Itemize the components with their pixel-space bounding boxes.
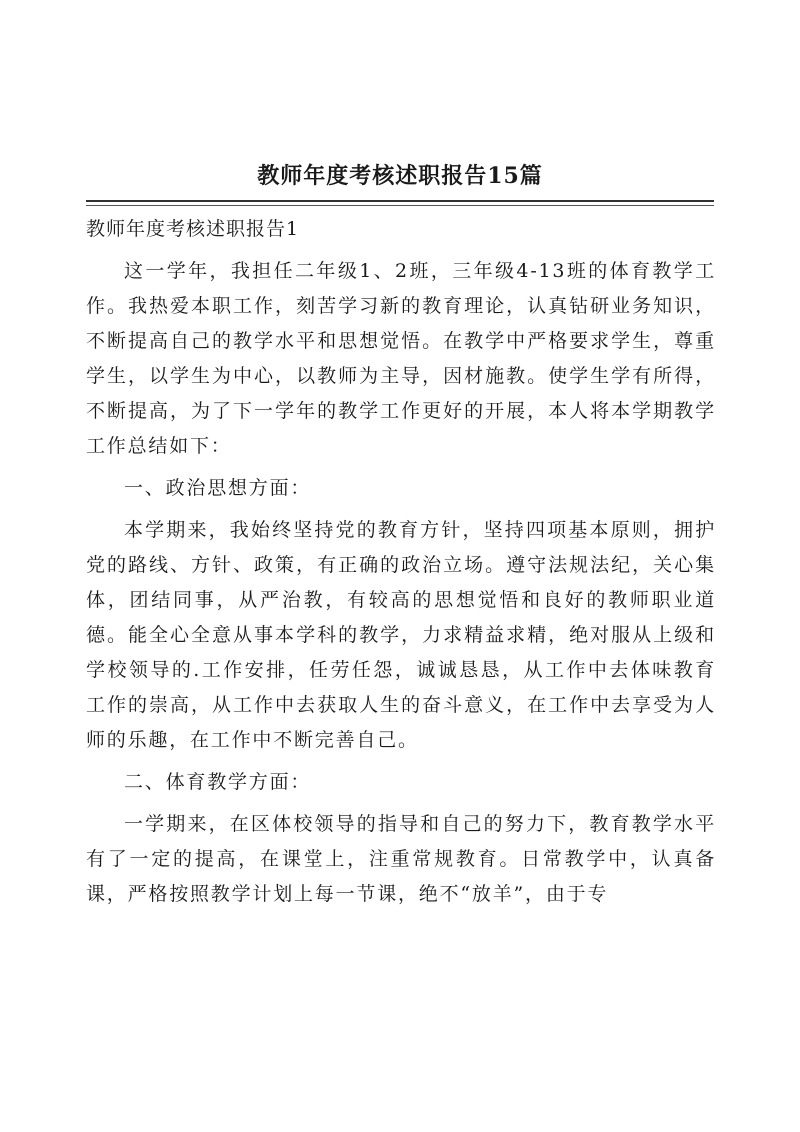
intro-paragraph: 这一学年，我担任二年级1、2班，三年级4-13班的体育教学工作。我热爱本职工作，刻苦学习新的教育理论，认真钻研业务知识，不断提高自己的教学水平和思想觉悟。在教学中严格要求学生，尊重学生，以学生为中心，以教师为主导，因材施教。使学生学有所得，不断提高，为了下一学年的教学工作更好的开展，本人将本学期教学工作总结如下： xyxy=(86,260,716,457)
section-heading-politics: 一、政治思想方面： xyxy=(124,477,312,499)
document-body xyxy=(86,212,716,912)
title-divider-thin xyxy=(86,205,714,206)
document-title: 教师年度考核述职报告15篇 xyxy=(257,163,543,189)
section-body-politics: 本学期来，我始终坚持党的教育方针，坚持四项基本原则，拥护党的路线、方针、政策，有正确的政治立场。遵守法规法纪，关心集体，团结同事，从严治教，有较高的思想觉悟和良好的教师职业道德。能全心全意从事本学科的教学，力求精益求精，绝对服从上级和学校领导的.工作安排，任劳任怨，诚诚恳恳，从工作中去体味教育工作的崇高，从工作中去获取人生的奋斗意义，在工作中去享受为人师的乐趣，在工作中不断完善自己。 xyxy=(86,519,716,751)
section-body-teaching: 一学期来，在区体校领导的指导和自己的努力下，教育教学水平有了一定的提高，在课堂上，注重常规教育。日常教学中，认真备课，严格按照教学计划上每一节课，绝不“放羊”，由于专 xyxy=(86,813,716,905)
section-heading-teaching: 二、体育教学方面： xyxy=(124,771,312,793)
title-divider-thick xyxy=(86,200,714,202)
report-subtitle: 教师年度考核述职报告1 xyxy=(86,218,300,240)
